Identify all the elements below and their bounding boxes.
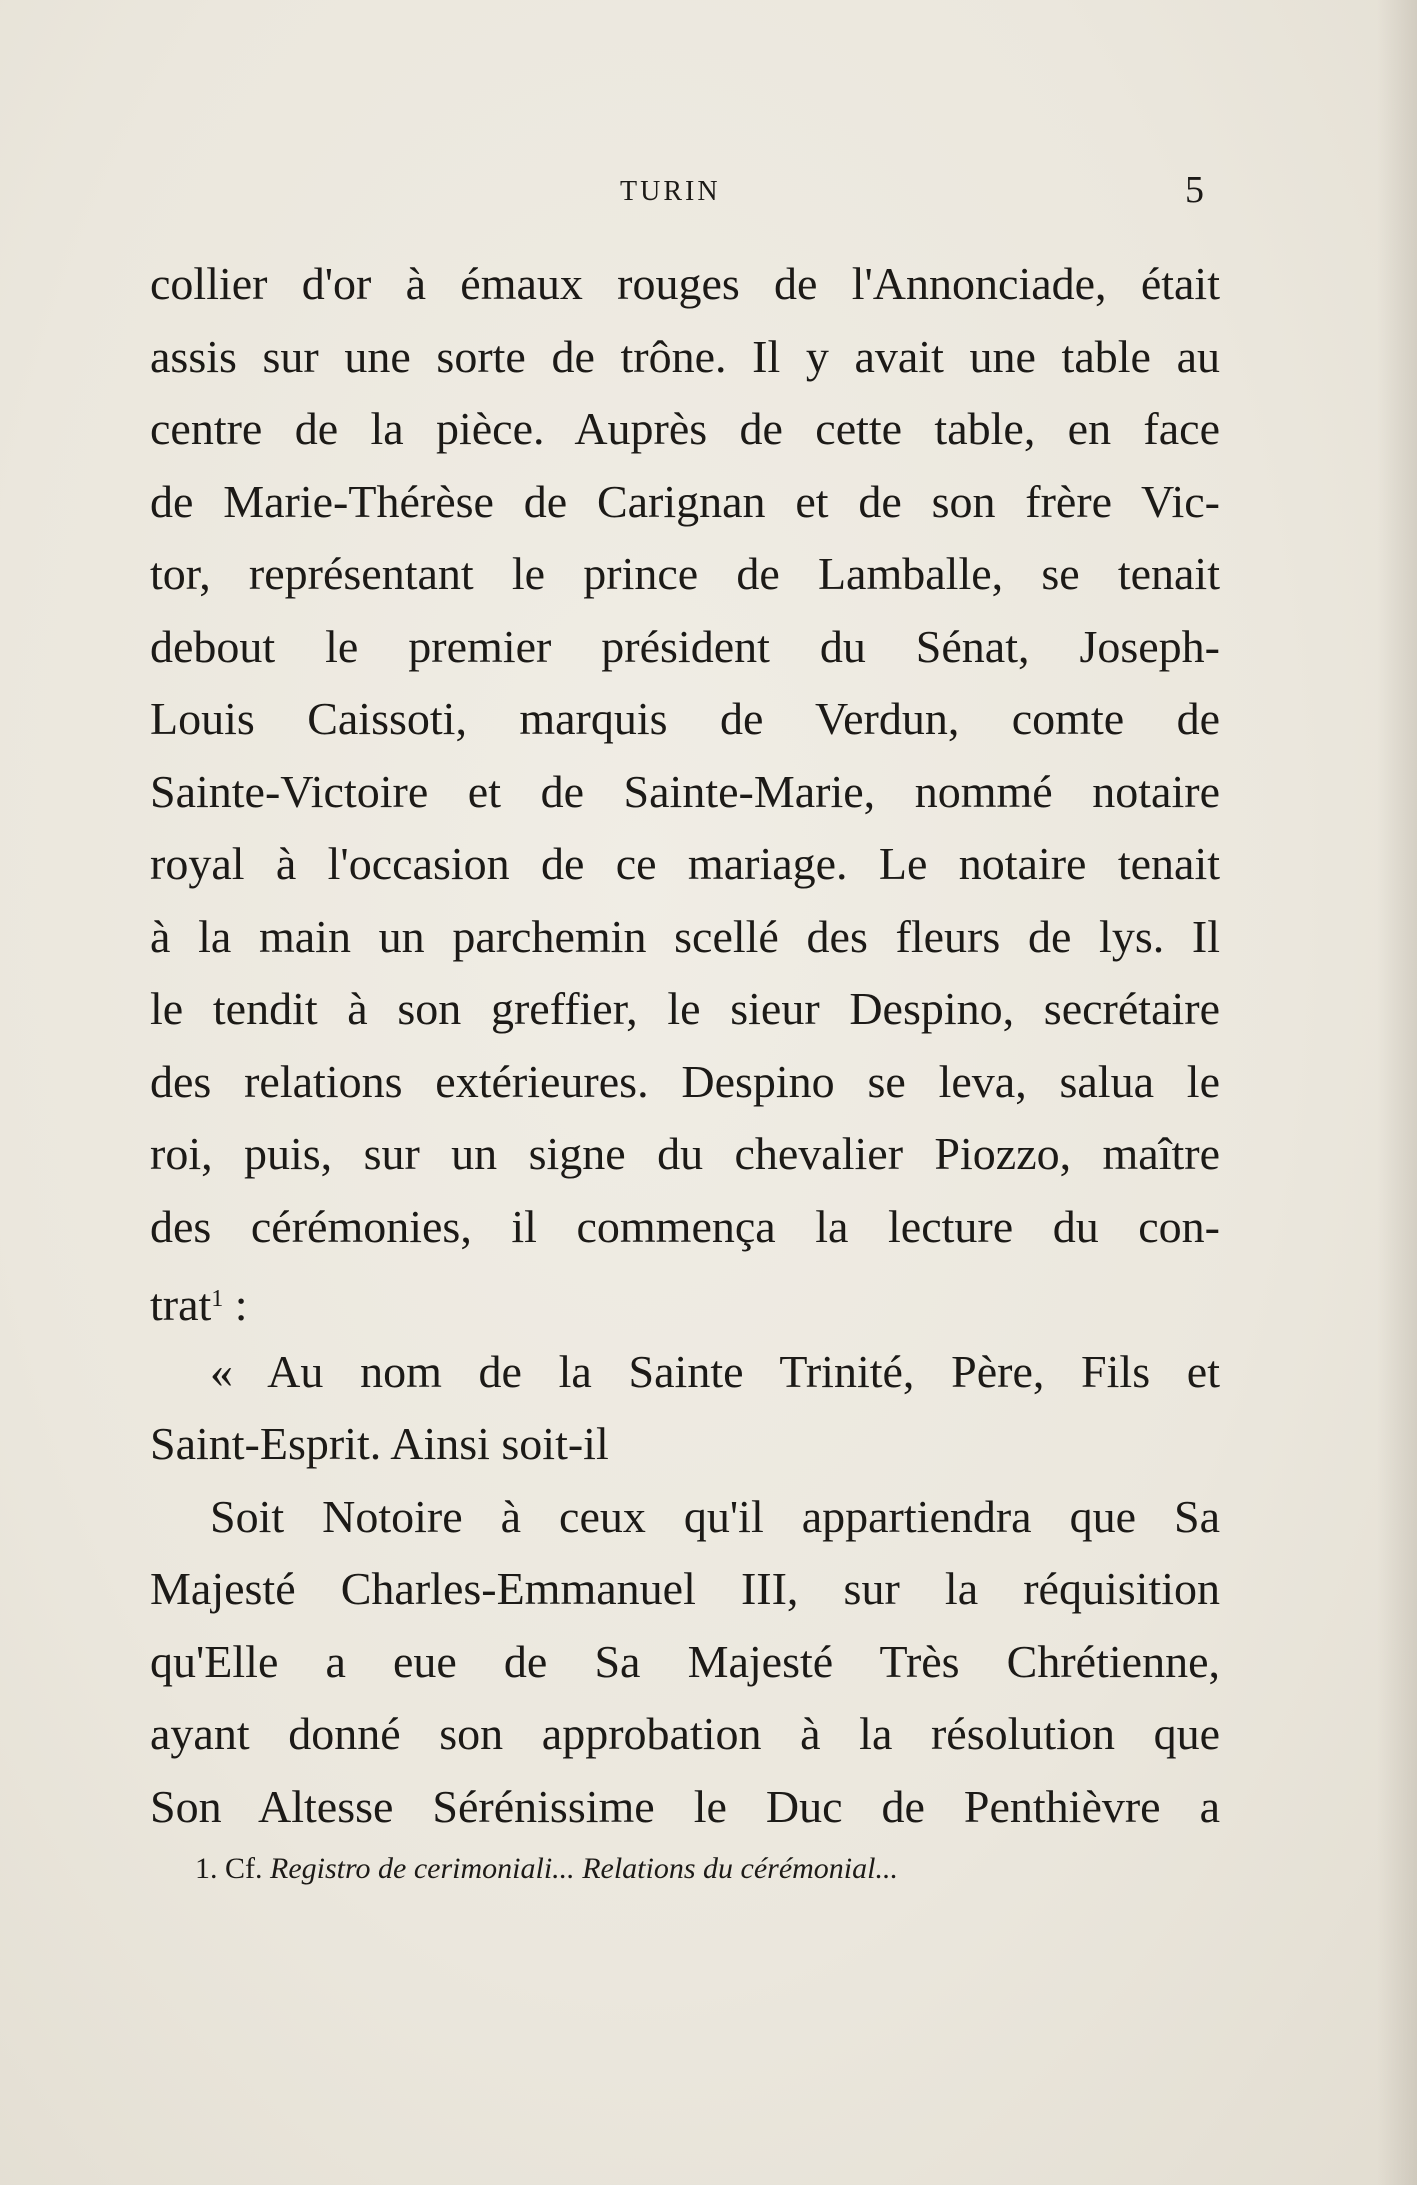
page-number: 5 — [1185, 169, 1204, 211]
running-head — [0, 169, 1417, 216]
notoire-line: ayant donné son approbation à la résolution que — [150, 1708, 1220, 1759]
running-title: TURIN — [620, 176, 721, 207]
quote-line: « Au nom de la Sainte Trinité, Père, Fils et — [210, 1345, 1220, 1397]
text-line: le tendit à son greffier, le sieur Despino, secrétaire — [150, 983, 1220, 1034]
text-line: Sainte-Victoire et de Sainte-Marie, nommé notaire — [150, 765, 1220, 817]
text-line: debout le premier président du Sénat, Joseph- — [150, 620, 1220, 672]
text-line: assis sur une sorte de trône. Il y avait une table au — [150, 330, 1220, 382]
text-line: des cérémonies, il commença la lecture du con- — [150, 1200, 1220, 1252]
notoire-line: Soit Notoire à ceux qu'il appartiendra que Sa — [210, 1490, 1220, 1542]
page-edge-shadow — [1377, 0, 1417, 2185]
footnote-reference: 1 — [211, 1286, 224, 1312]
contrat-word: trat — [150, 1279, 212, 1330]
contrat-colon: : — [223, 1279, 248, 1330]
text-line: roi, puis, sur un signe du chevalier Piozzo, maître — [150, 1128, 1220, 1179]
quote-line: Saint-Esprit. Ainsi soit-il — [150, 1418, 609, 1469]
text-line: à la main un parchemin scellé des fleurs de lys. Il — [150, 910, 1220, 962]
text-line: centre de la pièce. Auprès de cette table, en face — [150, 403, 1220, 454]
contrat-line — [150, 1263, 1220, 1336]
footnote-source-2: Relations du cérémonial... — [582, 1852, 898, 1885]
footnote-number: 1. Cf. — [195, 1852, 263, 1885]
body-text — [150, 248, 1220, 1843]
footnote — [195, 1852, 898, 1886]
text-line: de Marie-Thérèse de Carignan et de son frère Vic- — [150, 475, 1220, 527]
text-line: tor, représentant le prince de Lamballe, se tenait — [150, 548, 1220, 599]
notoire-line: Majesté Charles-Emmanuel III, sur la réquisition — [150, 1563, 1220, 1614]
text-line: royal à l'occasion de ce mariage. Le notaire tenait — [150, 838, 1220, 889]
notoire-line: qu'Elle a eue de Sa Majesté Très Chrétienne, — [150, 1635, 1220, 1687]
text-line: collier d'or à émaux rouges de l'Annonciade, était — [150, 258, 1220, 309]
text-line: des relations extérieures. Despino se leva, salua le — [150, 1055, 1220, 1107]
footnote-source-1: Registro de cerimoniali... — [270, 1852, 575, 1885]
notoire-line: Son Altesse Sérénissime le Duc de Penthièvre a — [150, 1780, 1220, 1832]
text-line: Louis Caissoti, marquis de Verdun, comte de — [150, 693, 1220, 744]
